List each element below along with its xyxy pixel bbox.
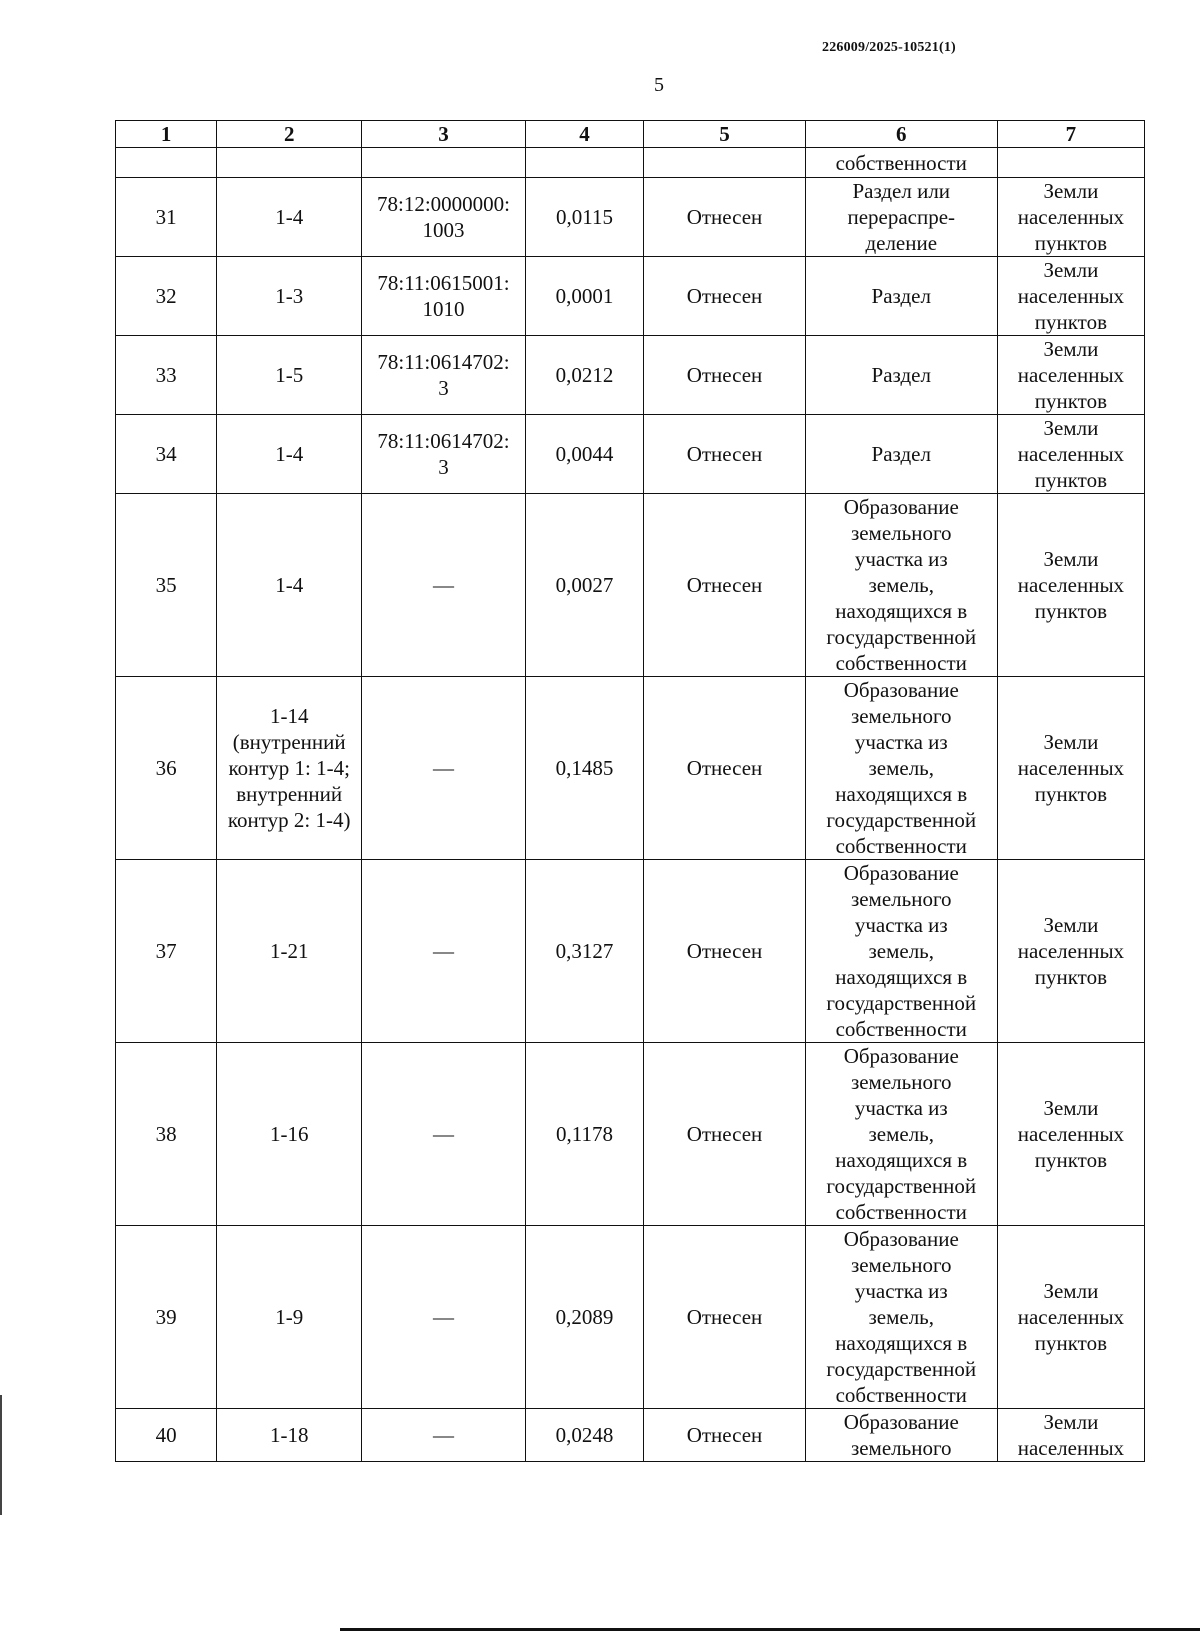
formation-method-cell: Образование земельного: [805, 1409, 997, 1462]
column-header-7: 7: [997, 121, 1144, 148]
status-cell: Отнесен: [644, 1409, 805, 1462]
status-cell: Отнесен: [644, 178, 805, 257]
contour-points-cell: 1-4: [217, 415, 362, 494]
cadastral-number-cell: 78:11:0614702: 3: [362, 415, 525, 494]
formation-method-cell: Раздел или перераспре- деление: [805, 178, 997, 257]
area-cell: 0,0027: [525, 494, 644, 677]
contour-points-cell: [217, 148, 362, 178]
column-header-2: 2: [217, 121, 362, 148]
row-number-cell: 38: [116, 1043, 217, 1226]
cadastral-number-cell: —: [362, 1409, 525, 1462]
area-cell: 0,0115: [525, 178, 644, 257]
formation-method-cell: Образование земельного участка из земель, находящихся в государственной собственности: [805, 494, 997, 677]
row-number-cell: 37: [116, 860, 217, 1043]
land-category-cell: Земли населенных пунктов: [997, 860, 1144, 1043]
area-cell: 0,1178: [525, 1043, 644, 1226]
column-header-3: 3: [362, 121, 525, 148]
land-category-cell: Земли населенных пунктов: [997, 257, 1144, 336]
scan-edge-mark: [0, 1395, 2, 1515]
contour-points-cell: 1-9: [217, 1226, 362, 1409]
cadastral-number-cell: —: [362, 860, 525, 1043]
land-category-cell: Земли населенных пунктов: [997, 336, 1144, 415]
contour-points-cell: 1-16: [217, 1043, 362, 1226]
table-row: [116, 336, 1145, 415]
cadastral-number-cell: 78:11:0615001: 1010: [362, 257, 525, 336]
table-row: [116, 257, 1145, 336]
area-cell: 0,2089: [525, 1226, 644, 1409]
row-number-cell: 39: [116, 1226, 217, 1409]
row-number-cell: 40: [116, 1409, 217, 1462]
formation-method-cell: Раздел: [805, 257, 997, 336]
column-header-5: 5: [644, 121, 805, 148]
table-body: [116, 148, 1145, 1462]
table-row: [116, 860, 1145, 1043]
cadastral-number-cell: 78:11:0614702: 3: [362, 336, 525, 415]
cadastral-number-cell: —: [362, 494, 525, 677]
area-cell: 0,3127: [525, 860, 644, 1043]
cadastral-number-cell: 78:12:0000000: 1003: [362, 178, 525, 257]
cadastral-number-cell: [362, 148, 525, 178]
land-category-cell: Земли населенных пунктов: [997, 494, 1144, 677]
formation-method-cell: Раздел: [805, 415, 997, 494]
status-cell: Отнесен: [644, 494, 805, 677]
row-number-cell: 34: [116, 415, 217, 494]
land-category-cell: Земли населенных пунктов: [997, 415, 1144, 494]
area-cell: 0,0212: [525, 336, 644, 415]
row-number-cell: 35: [116, 494, 217, 677]
status-cell: Отнесен: [644, 336, 805, 415]
formation-method-cell: Раздел: [805, 336, 997, 415]
status-cell: Отнесен: [644, 257, 805, 336]
cadastral-number-cell: —: [362, 1226, 525, 1409]
area-cell: 0,1485: [525, 677, 644, 860]
contour-points-cell: 1-14 (внутренний контур 1: 1-4; внутренний контур 2: 1-4): [217, 677, 362, 860]
formation-method-cell: собственности: [805, 148, 997, 178]
area-cell: 0,0044: [525, 415, 644, 494]
contour-points-cell: 1-3: [217, 257, 362, 336]
column-header-4: 4: [525, 121, 644, 148]
status-cell: Отнесен: [644, 1043, 805, 1226]
area-cell: 0,0248: [525, 1409, 644, 1462]
column-header-1: 1: [116, 121, 217, 148]
contour-points-cell: 1-4: [217, 178, 362, 257]
document-id: 226009/2025-10521(1): [822, 40, 956, 55]
page-number: 5: [654, 74, 664, 96]
land-category-cell: Земли населенных пунктов: [997, 178, 1144, 257]
table-row: [116, 1043, 1145, 1226]
status-cell: Отнесен: [644, 860, 805, 1043]
table-row: [116, 415, 1145, 494]
table-row: [116, 1409, 1145, 1462]
contour-points-cell: 1-5: [217, 336, 362, 415]
formation-method-cell: Образование земельного участка из земель, находящихся в государственной собственности: [805, 1043, 997, 1226]
table-row: [116, 494, 1145, 677]
cadastral-number-cell: —: [362, 677, 525, 860]
row-number-cell: 36: [116, 677, 217, 860]
row-number-cell: 31: [116, 178, 217, 257]
status-cell: Отнесен: [644, 415, 805, 494]
area-cell: [525, 148, 644, 178]
row-number-cell: 32: [116, 257, 217, 336]
area-cell: 0,0001: [525, 257, 644, 336]
table-row: [116, 677, 1145, 860]
contour-points-cell: 1-18: [217, 1409, 362, 1462]
header-row: [116, 121, 1145, 148]
cadastral-number-cell: —: [362, 1043, 525, 1226]
formation-method-cell: Образование земельного участка из земель, находящихся в государственной собственности: [805, 677, 997, 860]
land-category-cell: Земли населенных пунктов: [997, 1226, 1144, 1409]
column-header-6: 6: [805, 121, 997, 148]
contour-points-cell: 1-4: [217, 494, 362, 677]
land-category-cell: Земли населенных: [997, 1409, 1144, 1462]
land-plots-table: [115, 120, 1145, 1462]
formation-method-cell: Образование земельного участка из земель, находящихся в государственной собственности: [805, 1226, 997, 1409]
row-number-cell: 33: [116, 336, 217, 415]
status-cell: Отнесен: [644, 677, 805, 860]
land-category-cell: Земли населенных пунктов: [997, 1043, 1144, 1226]
status-cell: Отнесен: [644, 1226, 805, 1409]
table-row: [116, 1226, 1145, 1409]
formation-method-cell: Образование земельного участка из земель, находящихся в государственной собственности: [805, 860, 997, 1043]
row-number-cell: [116, 148, 217, 178]
status-cell: [644, 148, 805, 178]
land-category-cell: Земли населенных пунктов: [997, 677, 1144, 860]
table-header: [116, 121, 1145, 148]
table-row: [116, 148, 1145, 178]
table-row: [116, 178, 1145, 257]
contour-points-cell: 1-21: [217, 860, 362, 1043]
land-category-cell: [997, 148, 1144, 178]
